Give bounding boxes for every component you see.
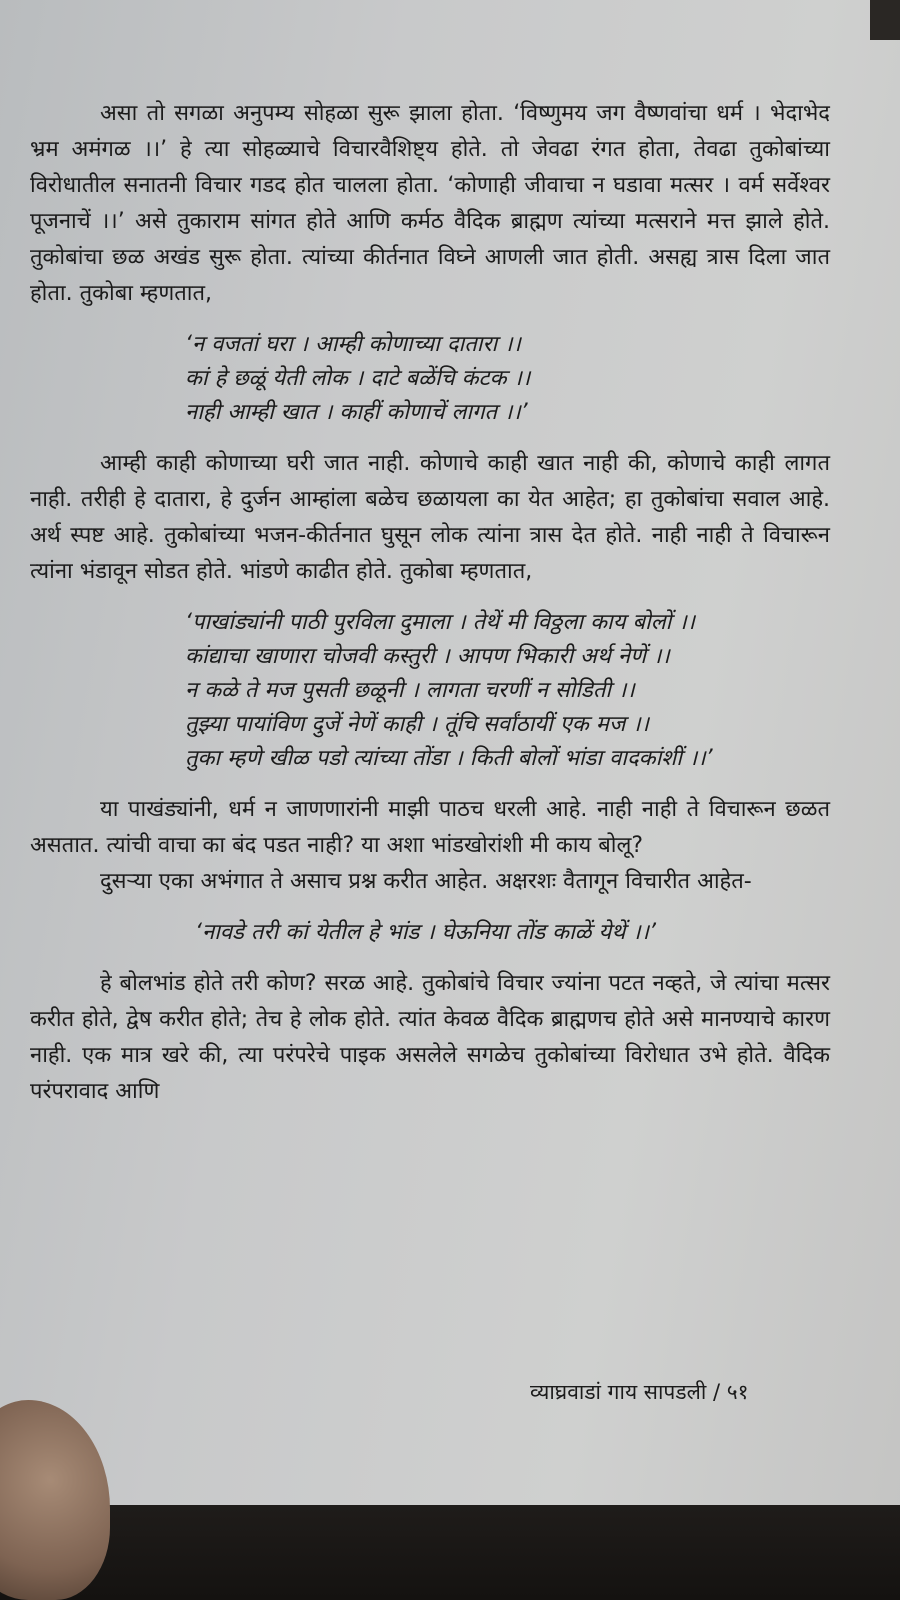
paragraph-1: असा तो सगळा अनुपम्य सोहळा सुरू झाला होता. ‘विष्णुमय जग वैष्णवांचा धर्म । भेदाभेद भ्रम अमंगळ ।।’ हे त्या सोहळ्याचे विचारवैशिष्ट्य होते. तो जेवढा रंगत होता, तेवढा तुकोबांच्या विरोधातील सनातनी विचार गडद होत चालला होता. ‘कोणाही जीवाचा न घडावा मत्सर । वर्म सर्वेश्वर पूजनाचें ।।’ असे तुकाराम सांगत होते आणि कर्मठ वैदिक ब्राह्मण त्यांच्या मत्सराने मत्त झाले होते. तुकोबांचा छळ अखंड सुरू होता. त्यांच्या कीर्तनात विघ्ने आणली जात होती. असह्य त्रास दिला जात होता. तुकोबा म्हणतात, (30, 101, 830, 306)
verse-line: न कळे ते मज पुसती छळूनी । लागता चरणीं न सोडिती ।। (185, 678, 635, 703)
paragraph-2: आम्ही काही कोणाच्या घरी जात नाही. कोणाचे काही खात नाही की, कोणाचे काही लागत नाही. तरीही हे दातारा, हे दुर्जन आम्हांला बळेच छळायला का येत आहेत; हा तुकोबांचा सवाल आहे. अर्थ स्पष्ट आहे. तुकोबांच्या भजन-कीर्तनात घुसून लोक त्यांना त्रास देत होते. नाही नाही ते विचारून त्यांना भंडावून सोडत होते. भांडणे काढीत होते. तुकोबा म्हणतात, (30, 451, 830, 584)
verse-line: तुझ्या पायांविण दुजें नेणें काही । तूंचि सर्वांठायीं एक मज ।। (185, 712, 649, 737)
verse-line: ‘पाखांड्यांनी पाठी पुरविला दुमाला । तेथें मी विठ्ठला काय बोलों ।। (185, 610, 695, 635)
verse-line: कां हे छळूं येती लोक । दाटे बळेंचि कंटक ।। (185, 366, 531, 391)
verse-line: नाही आम्ही खात । काहीं कोणाचें लागत ।।’ (185, 400, 528, 425)
verse-line: ‘न वजतां घरा । आम्ही कोणाच्या दातारा ।। (185, 332, 521, 357)
verse-block-3 (30, 916, 830, 950)
paragraph-3: या पाखंड्यांनी, धर्म न जाणणारांनी माझी पाठच धरली आहे. नाही नाही ते विचारून छळत असतात. त्यांची वाचा का बंद पडत नाही? या अशा भांडखोरांशी मी काय बोलू? (30, 797, 830, 858)
page-footer: व्याघ्रवाडां गाय सापडली / ५१ (530, 1380, 749, 1404)
verse-line: ‘नावडे तरी कां येतील हे भांड । घेऊनिया तोंड काळें येथें ।।’ (195, 920, 656, 945)
page-corner-shadow (870, 0, 900, 40)
paragraph-4: दुसऱ्या एका अभंगात ते असाच प्रश्न करीत आहेत. अक्षरशः वैतागून विचारीत आहेत- (100, 869, 752, 894)
verse-line: कांद्याचा खाणारा चोजवी कस्तुरी । आपण भिकारी अर्थ नेणें ।। (185, 644, 670, 669)
thumb-shape (0, 1400, 110, 1600)
verse-block-2 (30, 606, 830, 776)
page-bottom-edge (0, 1505, 900, 1600)
verse-block-1 (30, 328, 830, 430)
page-text (30, 96, 830, 1110)
paragraph-5: हे बोलभांड होते तरी कोण? सरळ आहे. तुकोबांचे विचार ज्यांना पटत नव्हते, जे त्यांचा मत्सर करीत होते, द्वेष करीत होते; तेच हे लोक होते. त्यांत केवळ वैदिक ब्राह्मणच होते असे मानण्याचे कारण नाही. एक मात्र खरे की, त्या परंपरेचे पाइक असलेले सगळेच तुकोबांच्या विरोधात उभे होते. वैदिक परंपरावाद आणि (30, 971, 830, 1104)
verse-line: तुका म्हणे खीळ पडो त्यांच्या तोंडा । किती बोलों भांडा वादकांशीं ।।’ (185, 746, 713, 771)
